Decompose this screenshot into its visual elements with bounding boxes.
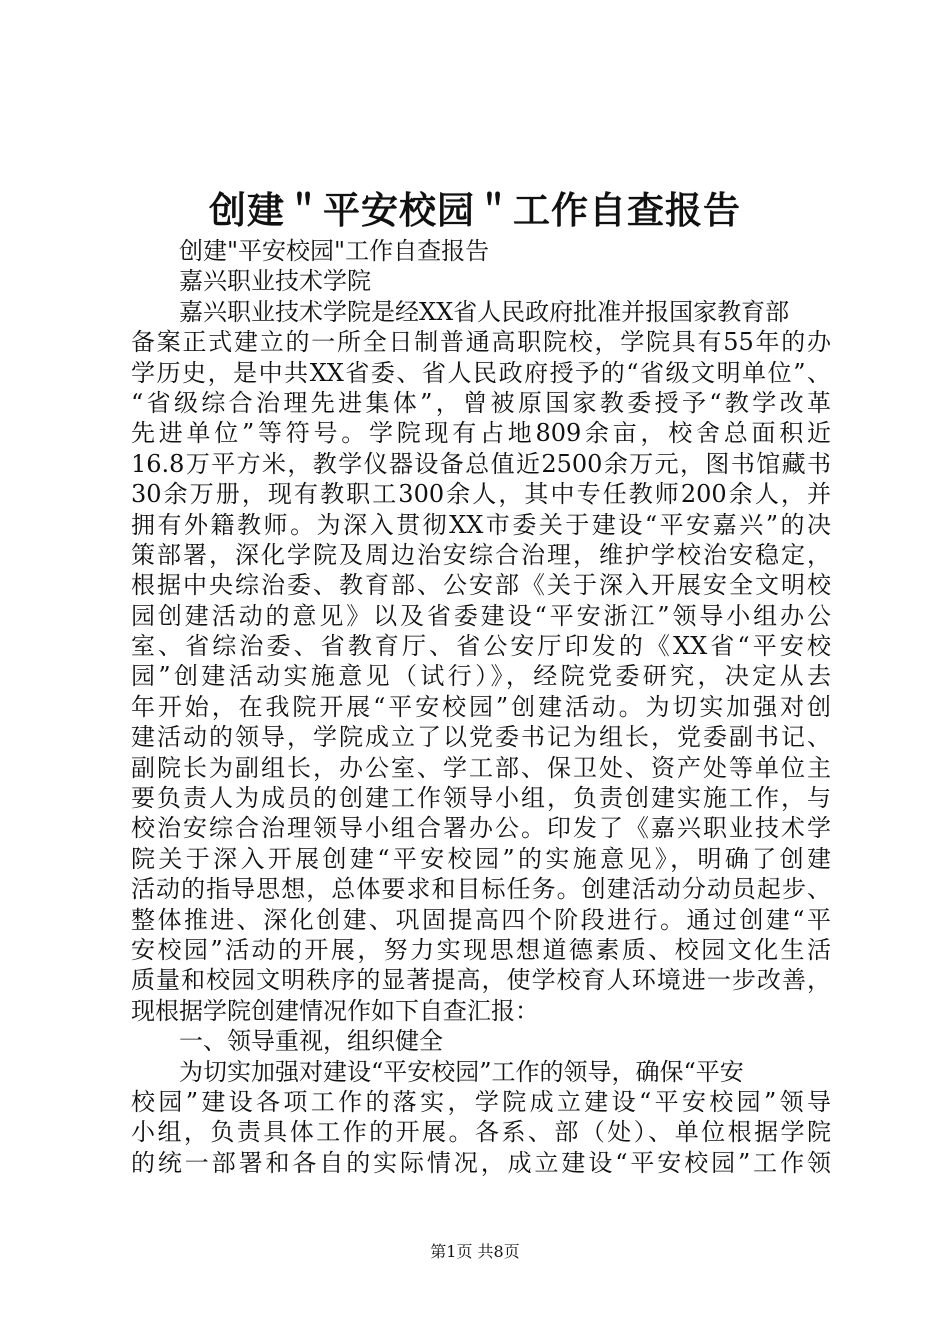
body-line: 根据中央综治委、教育部、公安部《关于深入开展安全文明校 xyxy=(131,571,831,600)
body-line: 室、省综治委、省教育厅、省公安厅印发的《XX省“平安校 xyxy=(131,632,831,661)
body-line: 副院长为副组长，办公室、学工部、保卫处、资产处等单位主 xyxy=(131,753,831,782)
body-line: 创建"平安校园"工作自查报告 xyxy=(179,237,490,265)
body-line: 建活动的领导，学院成立了以党委书记为组长，党委副书记、 xyxy=(131,723,831,752)
body-line: 学历史，是中共XX省委、省人民政府授予的“省级文明单位”、 xyxy=(131,358,831,387)
body-line: 30余万册，现有教职工300余人，其中专任教师200余人，并 xyxy=(131,480,831,509)
page-footer: 第1页 共8页 xyxy=(430,1242,520,1261)
body-line: 校园”建设各项工作的落实，学院成立建设“平安校园”领导 xyxy=(131,1087,831,1116)
body-line: 小组，负责具体工作的开展。各系、部（处）、单位根据学院 xyxy=(131,1118,831,1147)
body-line: 嘉兴职业技术学院 xyxy=(179,267,371,296)
body-line: 16.8万平方米，教学仪器设备总值近2500余万元，图书馆藏书 xyxy=(131,449,831,478)
body-line: “省级综合治理先进集体”，曾被原国家教委授予“教学改革 xyxy=(131,388,831,417)
body-line: 现根据学院创建情况作如下自查汇报： xyxy=(131,996,539,1025)
body-line: 年开始，在我院开展“平安校园”创建活动。为切实加强对创 xyxy=(131,692,831,721)
document-body xyxy=(131,236,831,1178)
body-line: 院关于深入开展创建“平安校园”的实施意见》，明确了创建 xyxy=(131,844,831,873)
body-line: 策部署，深化学院及周边治安综合治理，维护学校治安稳定， xyxy=(131,540,831,569)
document-title: 创建＂平安校园＂工作自查报告 xyxy=(209,188,741,232)
body-line: 为切实加强对建设“平安校园”工作的领导，确保“平安 xyxy=(179,1057,744,1086)
body-line: 要负责人为成员的创建工作领导小组，负责创建实施工作，与 xyxy=(131,784,831,813)
body-line: 先进单位”等符号。学院现有占地809余亩，校舍总面积近 xyxy=(131,419,831,448)
body-line: 备案正式建立的一所全日制普通高职院校，学院具有55年的办 xyxy=(131,328,831,357)
body-line: 校治安综合治理领导小组合署办公。印发了《嘉兴职业技术学 xyxy=(131,814,831,843)
body-line: 质量和校园文明秩序的显著提高，使学校育人环境进一步改善， xyxy=(131,966,831,995)
body-line: 嘉兴职业技术学院是经XX省人民政府批准并报国家教育部 xyxy=(179,297,790,326)
body-line: 安校园”活动的开展，努力实现思想道德素质、校园文化生活 xyxy=(131,935,831,964)
body-line: 园”创建活动实施意见（试行）》，经院党委研究，决定从去 xyxy=(131,662,831,691)
body-line: 园创建活动的意见》以及省委建设“平安浙江”领导小组办公 xyxy=(131,601,831,630)
body-line: 的统一部署和各自的实际情况，成立建设“平安校园”工作领 xyxy=(131,1148,831,1177)
body-line: 整体推进、深化创建、巩固提高四个阶段进行。通过创建“平 xyxy=(131,905,831,934)
body-line: 活动的指导思想，总体要求和目标任务。创建活动分动员起步、 xyxy=(131,875,831,904)
section-heading: 一、领导重视，组织健全 xyxy=(179,1027,443,1056)
body-line: 拥有外籍教师。为深入贯彻XX市委关于建设“平安嘉兴”的决 xyxy=(131,510,831,539)
